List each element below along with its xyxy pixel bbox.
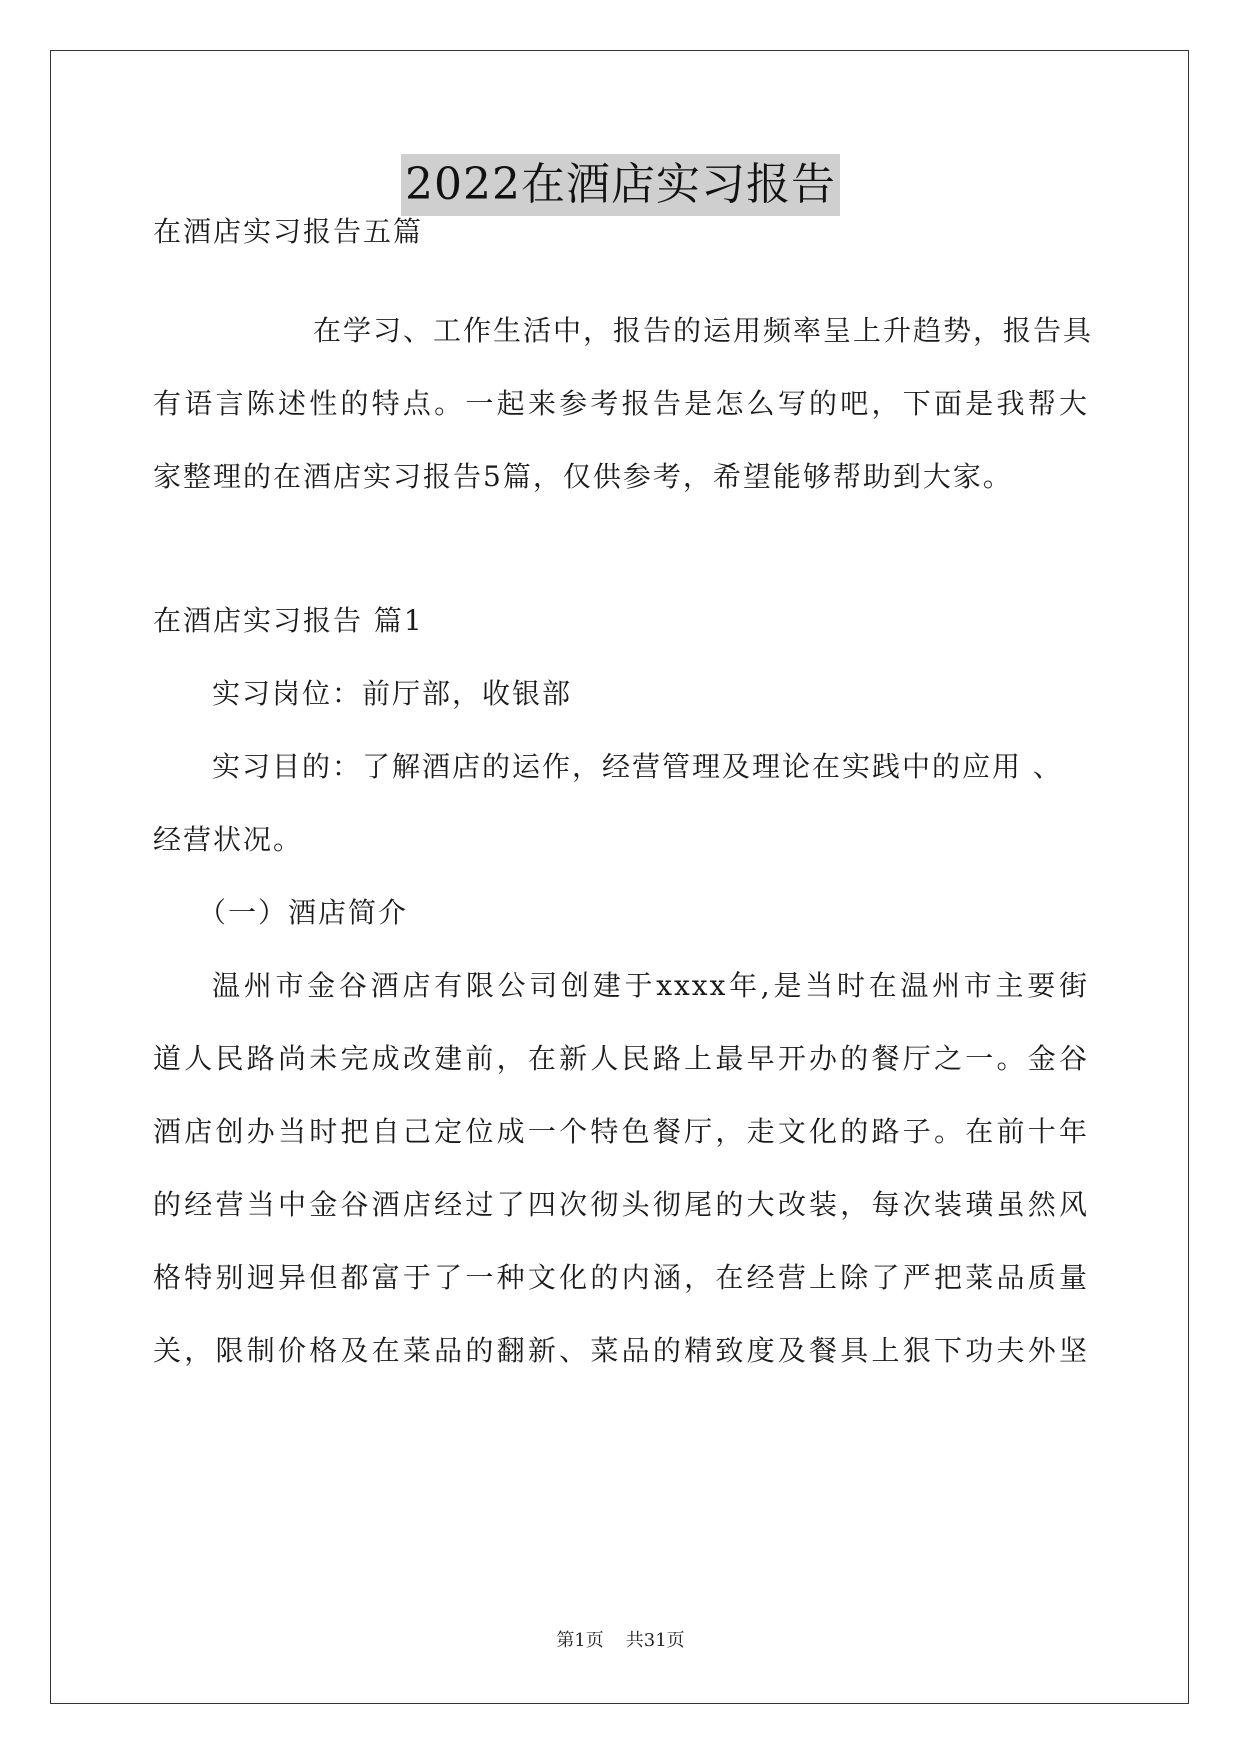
intro-line-3: 家整理的在酒店实习报告5篇，仅供参考，希望能够帮助到大家。 — [153, 460, 1013, 493]
body-line-6: 关，限制价格及在菜品的翻新、菜品的精致度及餐具上狠下功夫外坚 — [153, 1334, 1089, 1367]
document-subtitle: 在酒店实习报告五篇 — [153, 215, 424, 248]
purpose-line-2: 经营状况。 — [153, 823, 304, 856]
page-border — [50, 50, 1189, 1704]
page-total: 共31页 — [625, 1630, 685, 1651]
body-line-1: 温州市金谷酒店有限公司创建于xxxx年,是当时在温州市主要街 — [212, 969, 1089, 1002]
title-container — [0, 154, 1241, 216]
page-footer — [0, 1629, 1241, 1653]
body-line-4: 的经营当中金谷酒店经过了四次彻头彻尾的大改装，每次装璜虽然风 — [153, 1188, 1089, 1221]
purpose-line-1: 实习目的：了解酒店的运作，经营管理及理论在实践中的应用 、 — [212, 750, 1063, 783]
body-line-3: 酒店创办当时把自己定位成一个特色餐厅，走文化的路子。在前十年 — [153, 1115, 1089, 1148]
document-title: 2022在酒店实习报告 — [401, 154, 840, 216]
body-line-5: 格特别迥异但都富于了一种文化的内涵，在经营上除了严把菜品质量 — [153, 1261, 1089, 1294]
section-heading: 在酒店实习报告 篇1 — [153, 604, 424, 637]
body-line-2: 道人民路尚未完成改建前，在新人民路上最早开办的餐厅之一。金谷 — [153, 1042, 1089, 1075]
intro-line-2: 有语言陈述性的特点。一起来参考报告是怎么写的吧，下面是我帮大 — [153, 387, 1089, 420]
intro-line-1: 在学习、工作生活中，报告的运用频率呈上升趋势，报告具 — [253, 314, 1094, 347]
page-number: 第1页 — [556, 1630, 604, 1651]
position-line: 实习岗位：前厅部，收银部 — [212, 677, 573, 710]
subheading: （一）酒店简介 — [198, 896, 409, 929]
